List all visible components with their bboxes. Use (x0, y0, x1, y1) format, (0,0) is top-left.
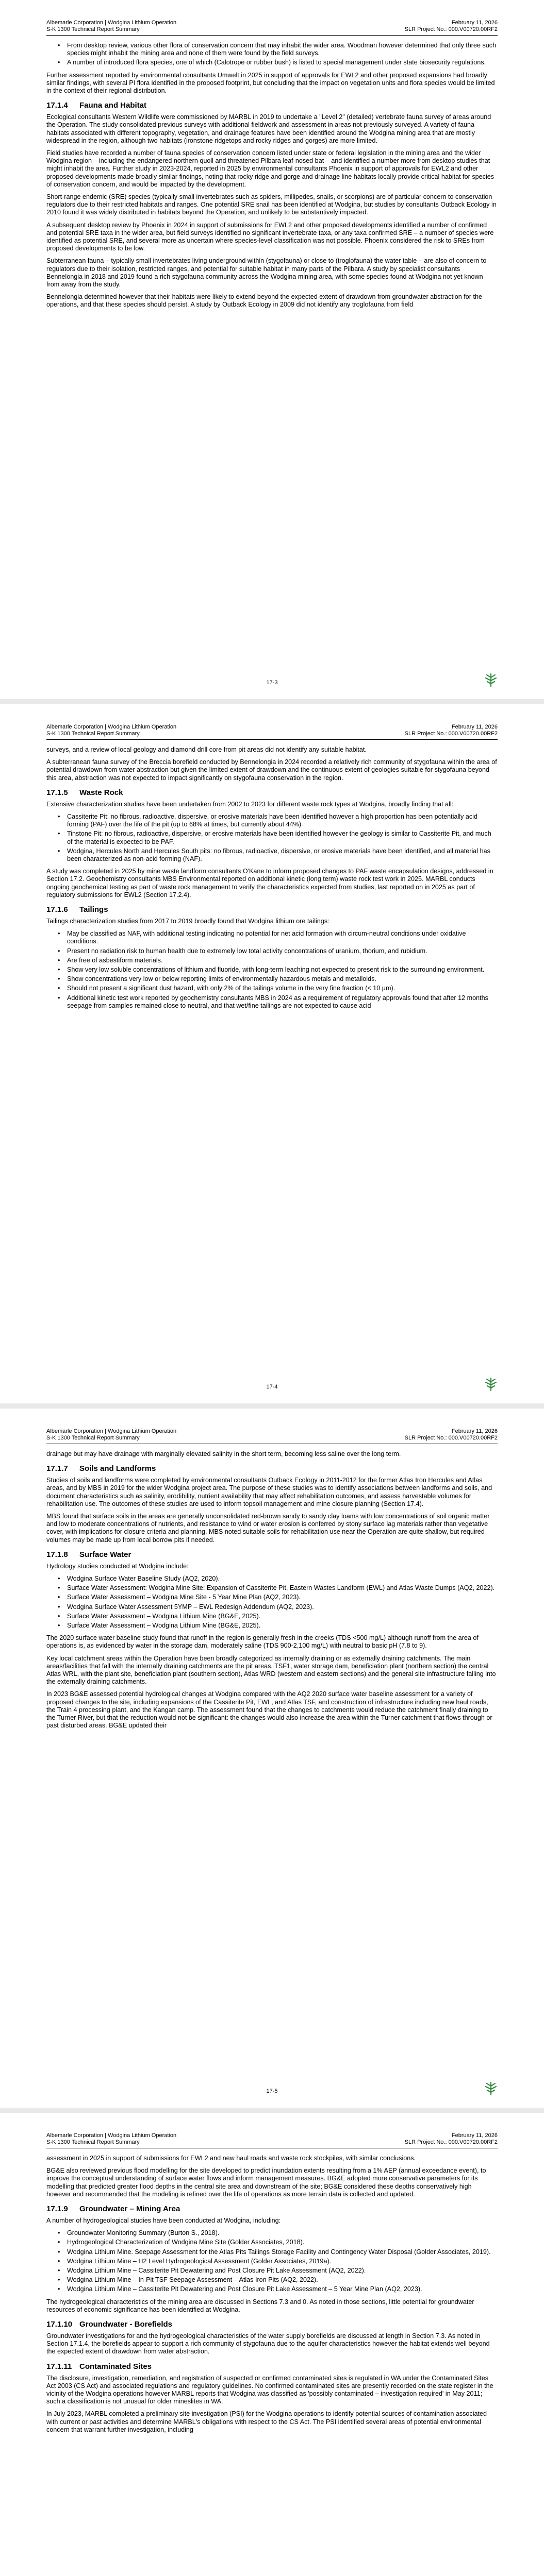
bullet-list (46, 1575, 498, 1630)
bullet-item: • Wodgina Lithium Mine – Cassiterite Pit Dewatering and Post Closure Pit Lake Assessment – 5 Year Mine Plan (AQ2, 2023). (67, 2285, 498, 2293)
bullet-item: • Show very low soluble concentrations of lithium and fluoride, with long-term leaching not expected to present risk to the surrounding environment. (67, 966, 498, 974)
section-heading (46, 2205, 498, 2213)
page-content (0, 704, 544, 1010)
bullet-item: • Cassiterite Pit: no fibrous, radioactive, dispersive, or erosive materials have been identified however a high proportion has been potentially acid forming (PAF) over the life of the pit (up to 68% at times, but currently about 44%). (67, 813, 498, 828)
section-title: Soils and Landforms (79, 1464, 156, 1473)
page-number: 17-5 (266, 2088, 278, 2094)
paragraph: surveys, and a review of local geology and diamond drill core from pit areas did not identify any suitable habitat. (46, 746, 367, 753)
bullet-item: • Should not present a significant dust hazard, with only 2% of the tailings volume in the very fine fraction (< 10 µm). (67, 985, 498, 992)
section-title: Contaminated Sites (79, 2362, 152, 2371)
bullet-item: • Wodgina Surface Water Assessment 5YMP – EWL Redesign Addendum (AQ2, 2023). (67, 1603, 498, 1611)
section-title: Groundwater – Mining Area (79, 2205, 180, 2214)
bullet-list (46, 813, 498, 863)
slr-leaf-logo-icon (483, 1377, 499, 1392)
bullet-list (46, 930, 498, 1010)
project-line: SLR Project No.: 000.V00720.00RF2 (404, 2139, 498, 2145)
page-number: 17-3 (266, 680, 278, 686)
paragraph: The disclosure, investigation, remediation, and registration of suspected or confirmed contaminated sites is regulated in WA under the Contaminated Sites Act 2003 (CS Act) and associated regulations and regulatory guidelines. No confirmed contaminated sites are presently recorded on the state register in the vicinity of the Wodgina operations however MARBL reports that Wodgina was classified as 'possibly contaminated – investigation required' in May 2011; such a classification is not unusual for older mineslites in WA. (46, 2374, 493, 2405)
section-title: Waste Rock (79, 788, 123, 797)
section-heading (46, 905, 498, 914)
page (0, 1409, 544, 2108)
bullet-item: • A number of introduced flora species, one of which (Calotrope or rubber bush) is listed to special management under state biosecurity regulations. (67, 59, 498, 66)
project-line: SLR Project No.: 000.V00720.00RF2 (404, 1435, 498, 1441)
paragraph: Further assessment reported by environmental consultants Umwelt in 2025 in support of approvals for EWL2 and other proposed expansions had broadly similar findings, with several PI flora identified in the proposed footprint, but concluding that the impact on vegetation units and flora species would be limited in the context of their regional distribution. (46, 71, 495, 95)
page-header (46, 20, 498, 36)
section-title: Tailings (79, 905, 108, 914)
bullet-item: • Wodgina Lithium Mine – In-Pit TSF Seepage Assessment – Atlas Iron Pits (AQ2, 2022). (67, 2276, 498, 2284)
header-left (46, 1428, 176, 1442)
project-line: SLR Project No.: 000.V00720.00RF2 (404, 26, 498, 32)
header-left (46, 2132, 176, 2146)
section-number: 17.1.9 (46, 2205, 68, 2214)
section-number: 17.1.6 (46, 905, 68, 914)
section-number: 17.1.8 (46, 1550, 68, 1559)
bullet-item: • Wodgina Lithium Mine – H2 Level Hydrogeological Assessment (Golder Associates, 2019a). (67, 2258, 498, 2265)
company-line: Albemarle Corporation | Wodgina Lithium Operation (46, 20, 177, 26)
bullet-item: • Surface Water Assessment – Wodgina Lithium Mine (BG&E, 2025). (67, 1613, 498, 1620)
bullet-item: • Wodgina Lithium Mine. Seepage Assessment for the Atlas Pits Tailings Storage Facility and Contingency Water Disposal (Golder Associates, 2019). (67, 2248, 498, 2256)
bullet-item: • Tinstone Pit: no fibrous, radioactive, dispersive, or erosive materials have been identified however the geology is similar to Cassiterite Pit, and much of the material is expected to be PAF. (67, 830, 498, 845)
bullet-item: • Wodgina Lithium Mine – Cassiterite Pit Dewatering and Post Closure Pit Lake Assessment (AQ2, 2022). (67, 2267, 498, 2275)
section-title: Surface Water (79, 1550, 131, 1559)
section-heading (46, 788, 498, 797)
bullet-item: • Surface Water Assessment – Wodgina Lithium Mine (BG&E, 2025). (67, 1622, 498, 1630)
paragraph: Studies of soils and landforms were completed by environmental consultants Outback Ecology in 2011-2012 for the former Atlas Iron Hercules and Atlas areas, and by MBS in 2019 for the wider Wodgina project area. The purpose of these studies was to identify associations between landforms and soils, and document characteristics such as salinity, erodibility, nutrient availability that may affect rehabilitation outcomes, and assess harvestable volumes for rehabilitation use. The outcomes of these studies are used to inform topsoil management and mine closure planning (Section 17.4). (46, 1477, 492, 1507)
date-line: February 11, 2026 (451, 1428, 498, 1434)
paragraph: Key local catchment areas within the Operation have been broadly categorized as internally draining or as externally draining catchments. The main areas/facilities that fall with the internally draining catchments are the pit areas, TSF1, water storage dam, beneficiation plant (northern section) the central Atlas WRL, with the plant site, beneficiation plant (southern section), Atlas WRD (western and eastern sections) and the general site infrastructure falling into the externally draining catchments. (46, 1654, 496, 1686)
section-number: 17.1.5 (46, 788, 68, 797)
bullet-item: • Surface Water Assessment: Wodgina Mine Site: Expansion of Cassiterite Pit, Eastern Wastes Landform (EWL) and Atlas Waste Dumps (AQ2, 2022). (67, 1584, 498, 1592)
company-line: Albemarle Corporation | Wodgina Lithium Operation (46, 724, 177, 730)
bullet-item: • Wodgina, Hercules North and Hercules South pits: no fibrous, radioactive, dispersive, or erosive materials have been identified, and all material has been characterized as non-acid forming (NAF). (67, 848, 498, 863)
company-line: Albemarle Corporation | Wodgina Lithium Operation (46, 2132, 177, 2139)
paragraph: assessment in 2025 in support of submissions for EWL2 and new haul roads and waste rock stockpiles, with similar conclusions. (46, 2155, 416, 2162)
section-heading (46, 1550, 498, 1559)
header-left (46, 20, 176, 33)
bullet-item: • Are free of asbestiform materials. (67, 957, 498, 964)
bullet-item: • Show concentrations very low or below reporting limits of environmentally hazardous metals and metalloids. (67, 975, 498, 983)
page (0, 704, 544, 1403)
company-line: Albemarle Corporation | Wodgina Lithium Operation (46, 1428, 177, 1434)
paragraph: Hydrology studies conducted at Wodgina include: (46, 1562, 189, 1570)
report-line: S-K 1300 Technical Report Summary (46, 2139, 140, 2145)
bullet-item: • Wodgina Surface Water Baseline Study (AQ2, 2020). (67, 1575, 498, 1583)
bullet-item: • Groundwater Monitoring Summary (Burton S., 2018). (67, 2229, 498, 2237)
header-right (405, 724, 498, 737)
bullet-list (46, 42, 498, 67)
section-heading (46, 1464, 498, 1473)
paragraph: A number of hydrogeological studies have been conducted at Wodgina, including: (46, 2217, 281, 2225)
paragraph: MBS found that surface soils in the areas are generally unconsolidated red-brown sandy to sandy clay loams with low concentrations of soil organic matter and low to moderate concentrations of nutrients, and resistance to wind or water erosion is conferred by stony surface lag materials rather than vegetative cover, with implications for closure criteria and planning. MBS noted suitable soils for rehabilitation use near the Operation are quite shallow, but required volumes may be made up from local borrow pits if needed. (46, 1513, 490, 1544)
date-line: February 11, 2026 (451, 724, 498, 730)
paragraph: The hydrogeological characteristics of the mining area are discussed in Sections 7.3 and 0. As noted in those sections, little potential for groundwater resources of economic significance has been identified at Wodgina. (46, 2298, 474, 2313)
page-content (0, 2113, 544, 2434)
page (0, 0, 544, 699)
page-header (46, 724, 498, 740)
paragraph: A study was completed in 2025 by mine waste landform consultants O'Kane to inform proposed changes to PAF waste encapsulation designs, addressed in Section 17.2. Geochemistry consultants MBS Environmental reported on additional kinetic (long term) waste rock test work in 2025. MARBL conducts ongoing geochemical testing as part of waste rock management to verify the characteristics expected from studies, last reported on in 2025 as part of regulatory submissions for EWL2 (Section 17.2.4). (46, 868, 493, 899)
paragraph: In July 2023, MARBL completed a preliminary site investigation (PSI) for the Wodgina operations to identify potential sources of contamination associated with current or past activities and determine MARBL's obligations with respect to the CS Act. The PSI identified several areas of potential environmental concern that warrant further investigation, including (46, 2410, 487, 2433)
page-content (0, 1409, 544, 1730)
page-number: 17-4 (266, 1384, 278, 1390)
section-number: 17.1.4 (46, 101, 68, 110)
section-heading (46, 2362, 498, 2371)
paragraph: In 2023 BG&E assessed potential hydrological changes at Wodgina compared with the AQ2 2020 surface water baseline assessment for a variety of proposed changes to the site, including expansions of the Cassiterite Pit, EWL, and Atlas TSF, and construction of infrastructure including new haul roads, the Train 4 processing plant, and the Kangan camp. The assessment found that the changes to catchments would reduce the catchment finally draining to the Turner River, but that the reduction would not be significant: the changes would also increase the area within the Turner catchment that flows through or past disturbed areas. BG&E updated their (46, 1690, 492, 1730)
paragraph: Short-range endemic (SRE) species (typically small invertebrates such as spiders, millipedes, snails, or scorpions) are of particular concern to conservation regulators due to their restricted habitats and ranges. One potential SRE snail has been identified at Wodgina, but studies by consultants Outback Ecology in 2010 found it was widely distributed in habitats beyond the Operation, and unlikely to be substantively impacted. (46, 193, 497, 216)
paragraph: Extensive characterization studies have been undertaken from 2002 to 2023 for different waste rock types at Wodgina, broadly finding that all: (46, 800, 454, 808)
page-header (46, 2132, 498, 2148)
section-title: Groundwater - Borefields (79, 2320, 173, 2329)
header-right (405, 2132, 498, 2146)
section-number: 17.1.10 (46, 2320, 73, 2329)
project-line: SLR Project No.: 000.V00720.00RF2 (404, 731, 498, 737)
paragraph: A subterranean fauna survey of the Breccia borefield conducted by Bennelongia in 2024 recorded a relatively rich community of stygofauna within the area of potential drawdown from water abstraction but given the limited extent of drawdown and the continuous extent of geologies suitable for stygofauna beyond this area, abstraction was not expected to impact significantly on stygofauna conservation in the region. (46, 758, 497, 782)
report-line: S-K 1300 Technical Report Summary (46, 731, 140, 737)
bullet-item: • From desktop review, various other flora of conservation concern that may inhabit the wider area. Woodman however determined that only three such species might inhabit the mining area and none of them were found by the field surveys. (67, 42, 498, 57)
page-content (0, 0, 544, 309)
page (0, 2113, 544, 2576)
bullet-item: • Additional kinetic test work reported by geochemistry consultants MBS in 2024 as a requirement of regulatory approvals found that after 12 months seepage from samples remained close to neutral, and that wet/fine tailings are not expected to cause acid (67, 994, 498, 1010)
paragraph: Groundwater investigations for and the hydrogeological characteristics of the water supply borefields are discussed at length in Section 7.3. As noted in Section 17.1.4, the borefields appear to support a rich community of stygofauna due to the aquifer characteristics however the habitat extends well beyond the expected extent of drawdown from water abstraction. (46, 2332, 490, 2355)
bullet-item: • Surface Water Assessment – Wodgina Mine Site - 5 Year Mine Plan (AQ2, 2023). (67, 1594, 498, 1601)
header-right (405, 1428, 498, 1442)
paragraph: Bennelongia determined however that their habitats were likely to extend beyond the expected extent of drawdown from groundwater abstraction for the operations, and that these species should persist. A study by Outback Ecology in 2009 did not identify any troglofauna from field (46, 293, 482, 309)
date-line: February 11, 2026 (451, 2132, 498, 2139)
section-title: Fauna and Habitat (79, 101, 147, 110)
paragraph: The 2020 surface water baseline study found that runoff in the region is generally fresh in the creeks (TDS <500 mg/L) although runoff from the area of operations is, as evidenced by water in the storage dam, moderately saline (TDS 900-2,100 mg/L) with neutral to basic pH (7.8 to 9). (46, 1634, 479, 1650)
section-number: 17.1.7 (46, 1464, 68, 1473)
report-line: S-K 1300 Technical Report Summary (46, 26, 140, 32)
slr-leaf-logo-icon (483, 672, 499, 688)
paragraph: Field studies have recorded a number of fauna species of conservation concern listed under state or federal legislation in the mining area and the wider Wodgina region – including the endangered northern quoll and threatened Pilbara leaf-nosed bat – and identified a number more from desktop studies that might inhabit the area. Further study in 2023-2024, reported in 2025 by environmental consultants Phoenix in support of approvals for EWL2 and other proposed developments made broadly similar findings, noting that rocky ridge and gorge and drainage line habitats locally provide critical habitat for species of conservation concern, and would be impacted by the development. (46, 149, 494, 188)
paragraph: Tailings characterization studies from 2017 to 2019 broadly found that Wodgina lithium ore tailings: (46, 918, 329, 925)
bullet-list (46, 2229, 498, 2293)
bullet-item: • Present no radiation risk to human health due to extremely low total activity concentrations of uranium, thorium, and rubidium. (67, 947, 498, 955)
section-heading (46, 101, 498, 110)
paragraph: BG&E also reviewed previous flood modelling for the site developed to predict inundation extents resulting from a 1% AEP (annual exceedance event), to improve the conceptual understanding of surface water flows and inform management measures. BG&E adopted more conservative parameters for its modelling that predicted greater flood depths in the central site area and downstream of the site; BG&E considered these depths conservatively high however and recommended that the modeling is refined over the life of operations as more terrain data is collected and updated. (46, 2167, 486, 2198)
section-number: 17.1.11 (46, 2362, 72, 2371)
section-heading (46, 2320, 498, 2329)
date-line: February 11, 2026 (451, 20, 498, 26)
paragraph: Ecological consultants Western Wildlife were commissioned by MARBL in 2019 to undertake a "Level 2" (detailed) vertebrate fauna survey of areas around the Operation. The study consolidated previous surveys with additional fieldwork and assessment in areas not previously surveyed. A variety of fauna habitats associated with different topography, vegetation, and drainage features have been identified around the Wodgina mining area that are mostly widespread in the region, although two habitats (ironstone ridgetops and rocky ridges and gorges) are more limited. (46, 113, 491, 144)
paragraph: A subsequent desktop review by Phoenix in 2024 in support of submissions for EWL2 and other proposed developments identified a number of confirmed and potential SRE taxa in the wider area, but field surveys identified no significant invertebrate taxa, or any taxa confirmed SRE – a number of species were identified as potential SRE, and several more as uncertain where species-level classification was not possible. Phoenix considered the risk to SREs from proposed developments to be low. (46, 221, 494, 252)
report-line: S-K 1300 Technical Report Summary (46, 1435, 140, 1441)
page-header (46, 1428, 498, 1444)
bullet-item: • May be classified as NAF, with additional testing indicating no potential for net acid formation with circum-neutral conditions under oxidative conditions. (67, 930, 498, 945)
header-right (405, 20, 498, 33)
slr-leaf-logo-icon (483, 2081, 499, 2096)
header-left (46, 724, 176, 737)
paragraph: drainage but may have drainage with marginally elevated salinity in the short term, becoming less saline over the long term. (46, 1450, 401, 1458)
paragraph: Subterranean fauna – typically small invertebrates living underground within (stygofauna) or close to (troglofauna) the water table – are also of concern to regulators due to their isolation, restricted ranges, and potential for suitable habitat in many parts of the Pilbara. A study by specialist consultants Bennelongia in 2018 and 2019 found a rich stygofauna community across the Wodgina mining area, with some species found at Wodgina not yet known from away from the study. (46, 257, 487, 289)
bullet-item: • Hydrogeological Characterization of Wodgina Mine Site (Golder Associates, 2018). (67, 2239, 498, 2246)
